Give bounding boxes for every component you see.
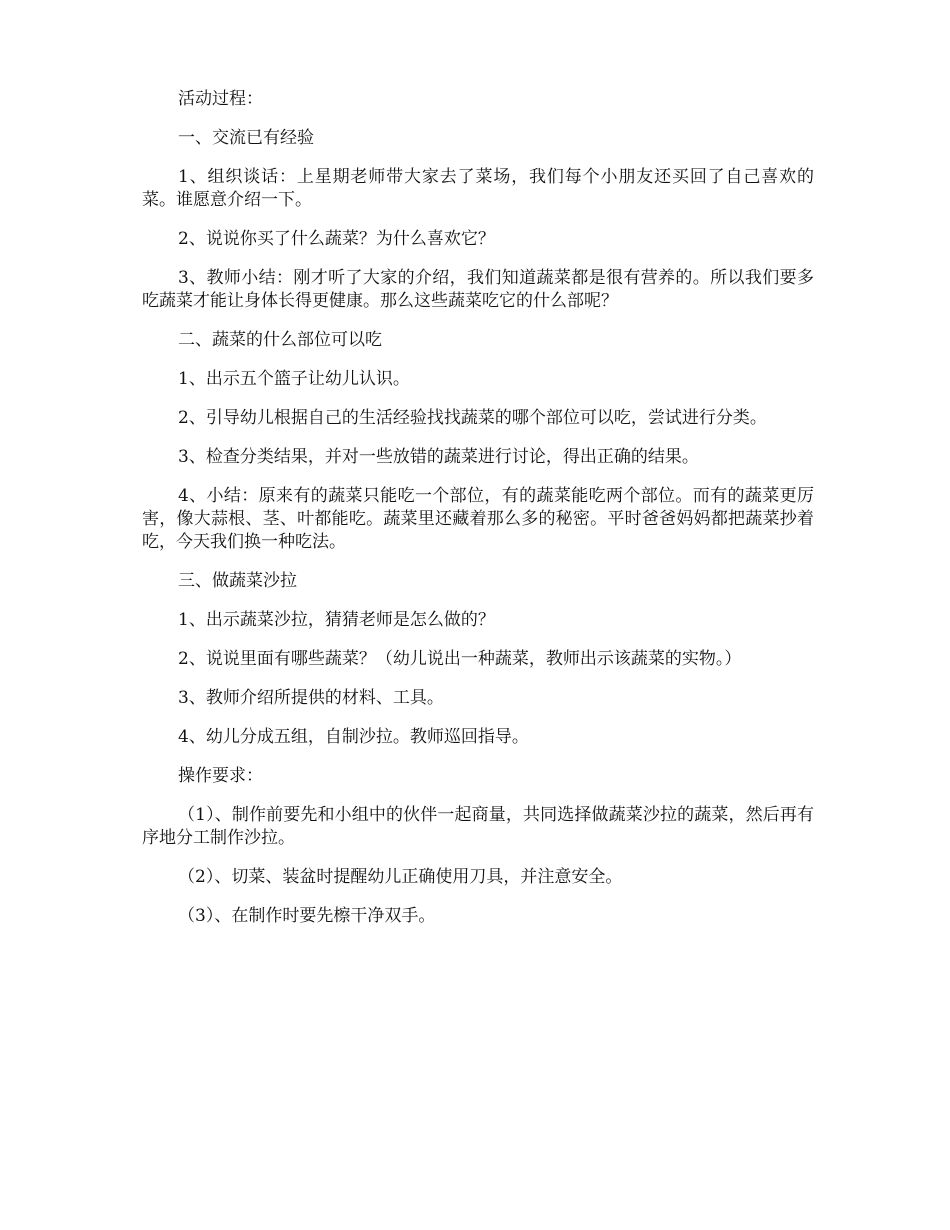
requirements-label: 操作要求： — [178, 766, 263, 786]
step-1-3: 3、教师小结：刚才听了大家的介绍，我们知道蔬菜都是很有营养的。所以我们要多吃蔬菜才能让身体长得更健康。那么这些蔬菜吃它的什么部呢？ — [142, 268, 814, 311]
step-1-1: 1、组织谈话：上星期老师带大家去了菜场，我们每个小朋友还买回了自己喜欢的菜。谁愿意介绍一下。 — [142, 167, 814, 210]
section-label-activity-process: 活动过程： — [178, 89, 263, 109]
requirement-1: （1）、制作前要先和小组中的伙伴一起商量，共同选择做蔬菜沙拉的蔬菜，然后再有序地分工制作沙拉。 — [142, 805, 814, 848]
step-2-2: 2、引导幼儿根据自己的生活经验找找蔬菜的哪个部位可以吃，尝试进行分类。 — [178, 408, 767, 428]
requirement-3: （3）、在制作时要先檫干净双手。 — [178, 906, 436, 926]
step-2-4: 4、小结：原来有的蔬菜只能吃一个部位，有的蔬菜能吃两个部位。而有的蔬菜更厉害，像大蒜根、茎、叶都能吃。蔬菜里还藏着那么多的秘密。平时爸爸妈妈都把蔬菜抄着吃，今天我们换一种吃法。 — [142, 486, 814, 552]
step-3-3: 3、教师介绍所提供的材料、工具。 — [178, 688, 444, 708]
step-1-2: 2、说说你买了什么蔬菜？为什么喜欢它？ — [178, 229, 495, 249]
step-3-1: 1、出示蔬菜沙拉，猜猜老师是怎么做的？ — [178, 610, 495, 630]
step-3-2: 2、说说里面有哪些蔬菜？（幼儿说出一种蔬菜，教师出示该蔬菜的实物。） — [178, 649, 742, 669]
step-3-4: 4、幼儿分成五组，自制沙拉。教师巡回指导。 — [178, 727, 529, 747]
section-heading-3: 三、做蔬菜沙拉 — [178, 571, 297, 591]
step-2-3: 3、检查分类结果，并对一些放错的蔬菜进行讨论，得出正确的结果。 — [178, 447, 699, 467]
requirement-2: （2）、切菜、装盆时提醒幼儿正确使用刀具，并注意安全。 — [178, 867, 623, 887]
document-page — [142, 88, 814, 944]
section-heading-2: 二、蔬菜的什么部位可以吃 — [178, 330, 382, 350]
section-heading-1: 一、交流已有经验 — [178, 128, 314, 148]
step-2-1: 1、出示五个篮子让幼儿认识。 — [178, 369, 410, 389]
